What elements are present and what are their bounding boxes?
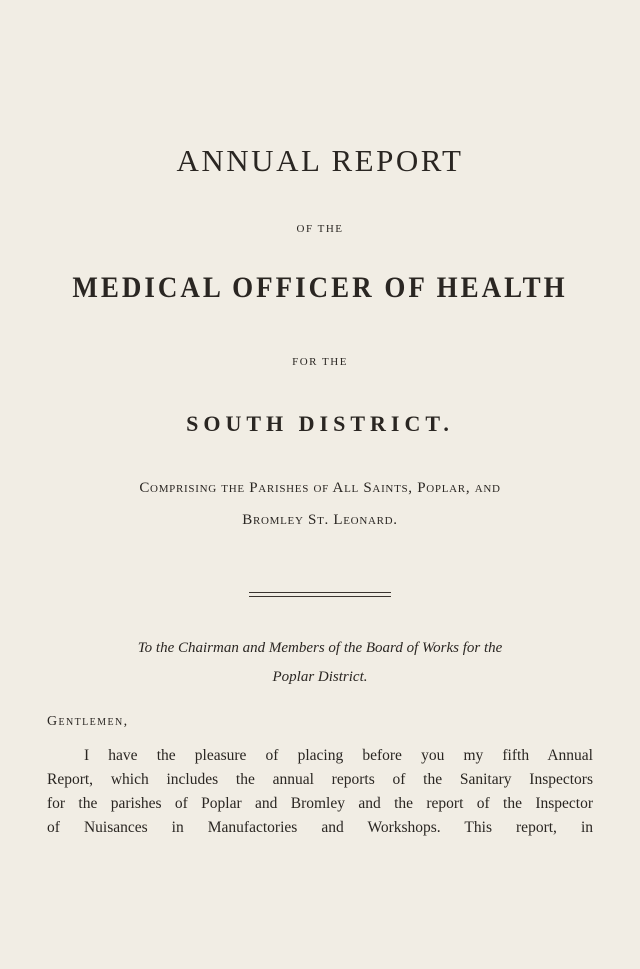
- of-the-line: OF THE: [296, 223, 344, 235]
- double-rule: [249, 592, 391, 597]
- report-title: ANNUAL REPORT: [176, 143, 464, 178]
- body-line-2: Report, which includes the annual reports of the Sanitary Inspectors: [47, 771, 593, 788]
- parishes-line-2: Bromley St. Leonard.: [242, 512, 398, 528]
- body-line-3: for the parishes of Poplar and Bromley and the report of the Inspector: [47, 795, 593, 812]
- address-line-2: Poplar District.: [272, 669, 368, 685]
- district-heading: SOUTH DISTRICT.: [186, 411, 454, 436]
- office-heading: MEDICAL OFFICER OF HEALTH: [72, 270, 568, 304]
- body-line-4: of Nuisances in Manufactories and Workshops. This report, in: [47, 819, 593, 836]
- parishes-line-1: Comprising the Parishes of All Saints, Poplar, and: [139, 480, 501, 496]
- for-the-line: FOR THE: [292, 356, 348, 368]
- address-line-1: To the Chairman and Members of the Board of Works for the: [137, 640, 503, 656]
- salutation: Gentlemen,: [47, 714, 129, 729]
- body-paragraph: [47, 744, 593, 840]
- divider-rule: [0, 584, 640, 602]
- body-line-1: I have the pleasure of placing before you my fifth Annual: [84, 747, 593, 764]
